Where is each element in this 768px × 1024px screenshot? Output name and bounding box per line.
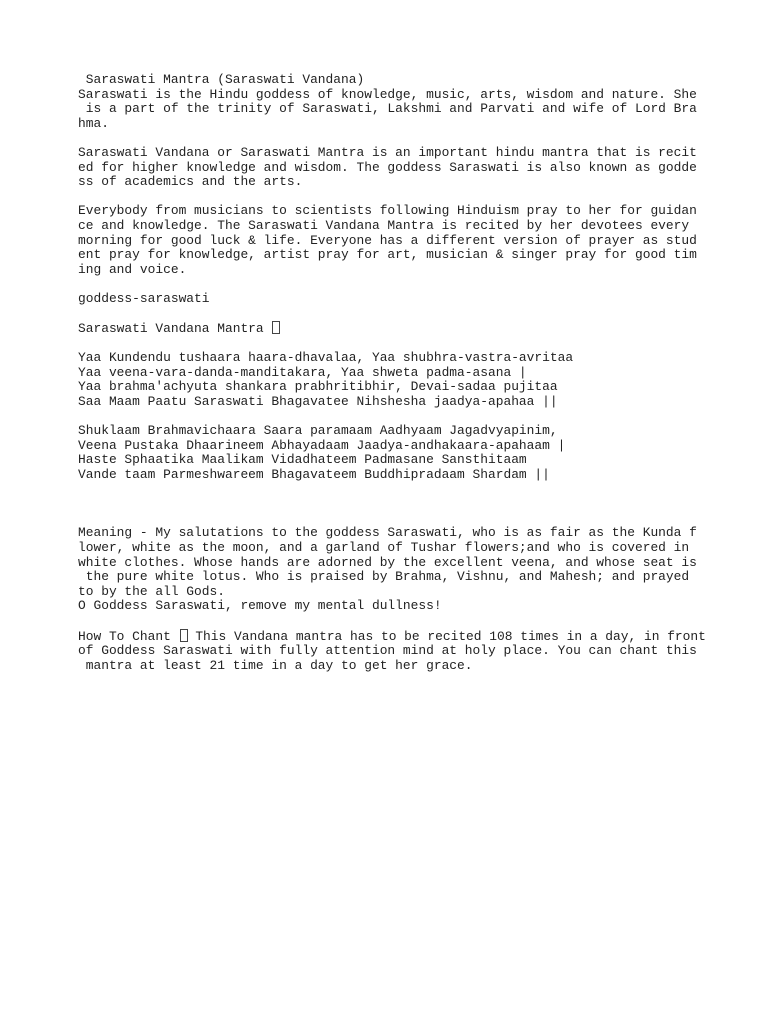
text-line: Saraswati Vandana or Saraswati Mantra is an important hindu mantra that is recit [78, 144, 697, 160]
text-line: ed for higher knowledge and wisdom. The goddess Saraswati is also known as godde [78, 159, 697, 175]
text-line: lower, white as the moon, and a garland of Tushar flowers;and who is covered in [78, 540, 690, 555]
document-page [78, 73, 758, 688]
blank-space [78, 497, 758, 526]
image-caption: goddess-saraswati [78, 290, 210, 306]
how-to-chant-section [78, 629, 758, 674]
text-line: Saraswati is the Hindu goddess of knowledge, music, arts, wisdom and nature. She [78, 86, 697, 102]
verse-line: Yaa brahma'achyuta shankara prabhritibhir, Devai-sadaa pujitaa [78, 379, 558, 395]
meaning-section [78, 526, 758, 614]
text-line: morning for good luck & life. Everyone has a different version of prayer as stud [78, 232, 697, 248]
mantra-heading-block [78, 321, 758, 337]
verse-line: Shuklaam Brahmavichaara Saara paramaam Aadhyaam Jagadvyapinim, [78, 423, 558, 439]
mantra-heading [78, 321, 758, 337]
text-line: mantra at least 21 time in a day to get her grace. [78, 657, 473, 673]
text-line: ss of academics and the arts. [78, 174, 303, 190]
text-line: Meaning - My salutations to the goddess Saraswati, who is as fair as the Kunda f [78, 525, 697, 541]
mantra-heading-text: Saraswati Vandana Mantra [78, 321, 272, 337]
text-line: to by the all Gods. [78, 583, 225, 599]
text-line: ent pray for knowledge, artist pray for art, musician & singer pray for good tim [78, 247, 697, 263]
verse-line: Yaa Kundendu tushaara haara-dhavalaa, Yaa shubhra-vastra-avritaa [78, 350, 574, 366]
text-line [78, 629, 758, 645]
verse-line: Yaa veena-vara-danda-manditakara, Yaa shweta padma-asana | [78, 364, 527, 380]
document-title: Saraswati Mantra (Saraswati Vandana) [78, 72, 365, 87]
image-caption-block [78, 292, 758, 307]
verse-line: Veena Pustaka Dhaarineem Abhayadaam Jaadya-andhakaara-apahaam | [78, 437, 566, 453]
text-line: is a part of the trinity of Saraswati, Lakshmi and Parvati and wife of Lord Bra [78, 101, 697, 117]
text-line: the pure white lotus. Who is praised by Brahma, Vishnu, and Mahesh; and prayed [78, 569, 690, 585]
mantra-verse [78, 424, 758, 482]
missing-glyph-icon [272, 321, 280, 334]
missing-glyph-icon [180, 629, 188, 642]
paragraph [78, 204, 758, 277]
text-line: white clothes. Whose hands are adorned by the excellent veena, and whose seat is [78, 554, 697, 570]
text-line: of Goddess Saraswati with fully attention mind at holy place. You can chant this [78, 643, 697, 659]
text-line: hma. [78, 115, 109, 131]
how-to-chant-label: How To Chant [78, 628, 179, 644]
verse-line: Vande taam Parmeshwareem Bhagavateem Buddhipradaam Shardam || [78, 467, 550, 483]
mantra-verse [78, 351, 758, 409]
text-line: ing and voice. [78, 261, 187, 277]
intro-section [78, 73, 758, 131]
how-to-chant-text: This Vandana mantra has to be recited 108 times in a day, in front [187, 628, 706, 644]
verse-line: Saa Maam Paatu Saraswati Bhagavatee Nihshesha jaadya-apahaa || [78, 394, 558, 410]
text-line: ce and knowledge. The Saraswati Vandana Mantra is recited by her devotees every [78, 217, 690, 233]
text-line: Everybody from musicians to scientists following Hinduism pray to her for guidan [78, 203, 697, 219]
paragraph [78, 146, 758, 190]
text-line: O Goddess Saraswati, remove my mental dullness! [78, 598, 442, 614]
verse-line: Haste Sphaatika Maalikam Vidadhateem Padmasane Sansthitaam [78, 452, 527, 468]
